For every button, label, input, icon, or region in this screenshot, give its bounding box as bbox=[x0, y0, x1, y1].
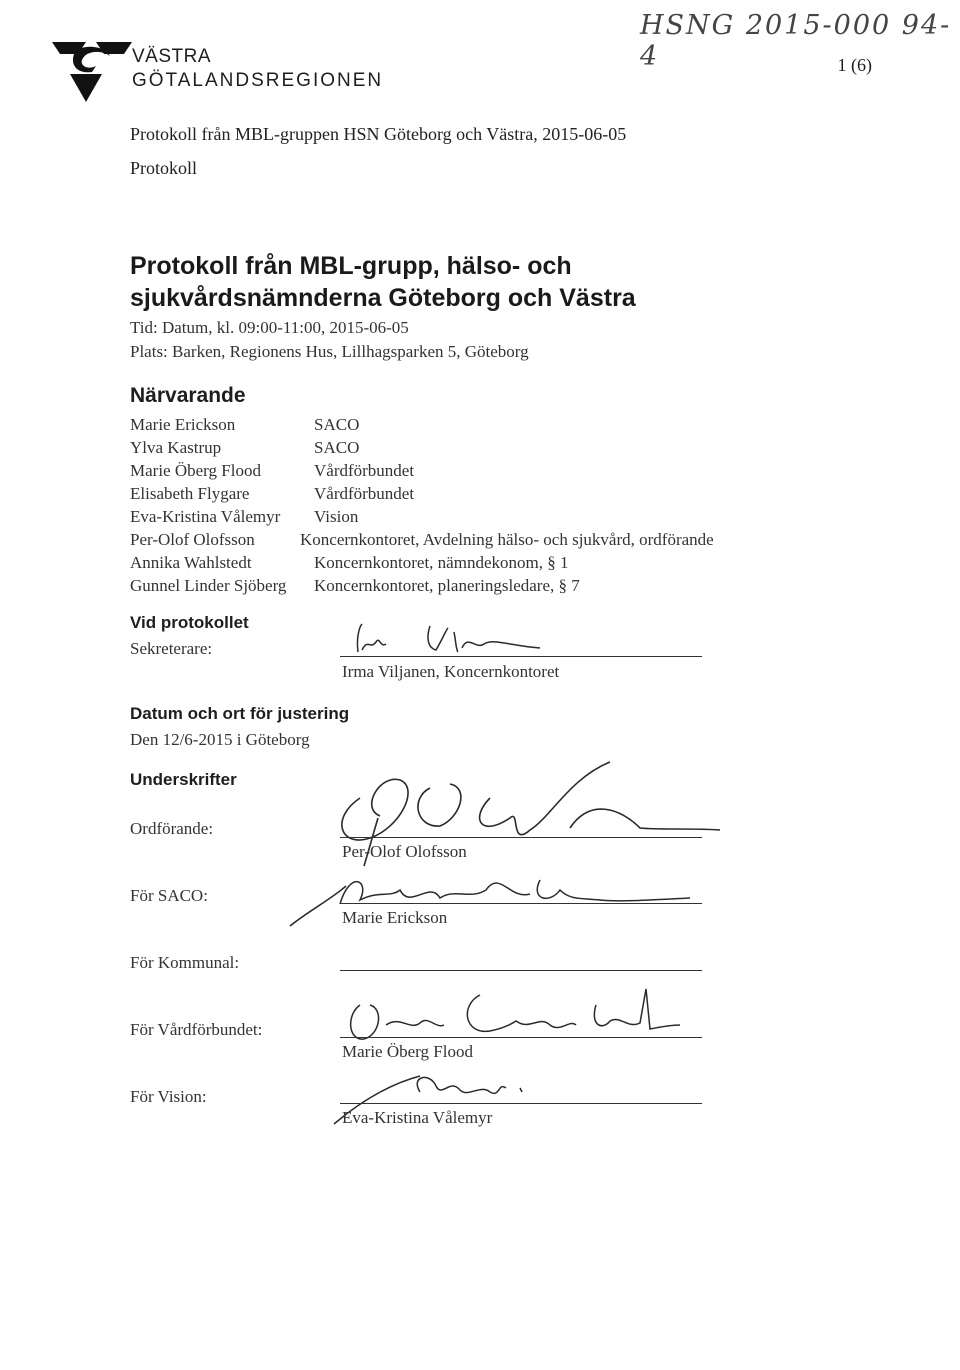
saco-signature-line bbox=[340, 903, 702, 904]
attendee-name: Eva-Kristina Vålemyr bbox=[130, 507, 281, 526]
document-type: Protokoll bbox=[130, 158, 198, 178]
secretary-label: Sekreterare: bbox=[130, 639, 213, 658]
attendee-org: Vårdförbundet bbox=[314, 461, 415, 480]
meeting-title-line2: sjukvårdsnämnderna Göteborg och Västra bbox=[130, 284, 636, 312]
present-heading: Närvarande bbox=[130, 384, 246, 407]
attendee-name: Annika Wahlstedt bbox=[130, 553, 252, 572]
adjustment-heading: Datum och ort för justering bbox=[130, 704, 350, 723]
attendee-name: Marie Öberg Flood bbox=[130, 461, 261, 480]
vardforbundet-signature bbox=[340, 985, 680, 1045]
signature-role: För Vision: bbox=[130, 1087, 207, 1106]
attendee-org: Koncernkontoret, nämndekonom, § 1 bbox=[314, 553, 569, 572]
secretary-signature-line bbox=[340, 656, 702, 657]
meeting-title-line1: Protokoll från MBL-grupp, hälso- och bbox=[130, 252, 572, 280]
saco-signer-name: Marie Erickson bbox=[342, 908, 448, 927]
signature-role: För Vårdförbundet: bbox=[130, 1020, 263, 1039]
attendee-name: Gunnel Linder Sjöberg bbox=[130, 576, 287, 595]
attendee-org: Koncernkontoret, Avdelning hälso- och sjukvård, ordförande bbox=[300, 530, 714, 549]
attendee-org: SACO bbox=[314, 415, 360, 434]
vardforbundet-signer-name: Marie Öberg Flood bbox=[342, 1042, 473, 1061]
vgr-logo-icon bbox=[52, 42, 132, 104]
attendee-name: Per-Olof Olofsson bbox=[130, 530, 255, 549]
meeting-place: Plats: Barken, Regionens Hus, Lillhagsparken 5, Göteborg bbox=[130, 342, 529, 361]
attendee-org: Koncernkontoret, planeringsledare, § 7 bbox=[314, 576, 580, 595]
document-subheader: Protokoll från MBL-gruppen HSN Göteborg och Västra, 2015-06-05 bbox=[130, 124, 627, 144]
adjustment-text: Den 12/6-2015 i Göteborg bbox=[130, 730, 310, 749]
page-number: 1 (6) bbox=[837, 55, 872, 75]
secretary-signature bbox=[350, 620, 580, 660]
chair-name: Per-Olof Olofsson bbox=[342, 842, 467, 861]
vardforbundet-signature-line bbox=[340, 1037, 702, 1038]
recorded-heading: Vid protokollet bbox=[130, 613, 249, 632]
signature-role: För Kommunal: bbox=[130, 953, 240, 972]
vision-signer-name: Eva-Kristina Vålemyr bbox=[342, 1108, 493, 1127]
chair-signature-line bbox=[340, 837, 702, 838]
secretary-name: Irma Viljanen, Koncernkontoret bbox=[342, 662, 560, 681]
attendee-name: Ylva Kastrup bbox=[130, 438, 222, 457]
attendee-name: Elisabeth Flygare bbox=[130, 484, 250, 503]
handwritten-reference: HSNG 2015-000 94-4 bbox=[640, 10, 952, 72]
attendee-org: SACO bbox=[314, 438, 360, 457]
attendee-org: Vårdförbundet bbox=[314, 484, 415, 503]
attendee-org: Vision bbox=[314, 507, 359, 526]
signature-role: Ordförande: bbox=[130, 819, 214, 838]
attendee-name: Marie Erickson bbox=[130, 415, 236, 434]
meeting-title bbox=[130, 250, 636, 314]
signatures-heading: Underskrifter bbox=[130, 770, 237, 789]
meeting-time: Tid: Datum, kl. 09:00-11:00, 2015-06-05 bbox=[130, 318, 409, 337]
vision-signature-line bbox=[340, 1103, 702, 1104]
org-name-line1: VÄSTRA bbox=[132, 46, 212, 67]
signature-role: För SACO: bbox=[130, 886, 208, 905]
kommunal-signature-line bbox=[340, 970, 702, 971]
org-name-line2: GÖTALANDSREGIONEN bbox=[132, 70, 384, 91]
